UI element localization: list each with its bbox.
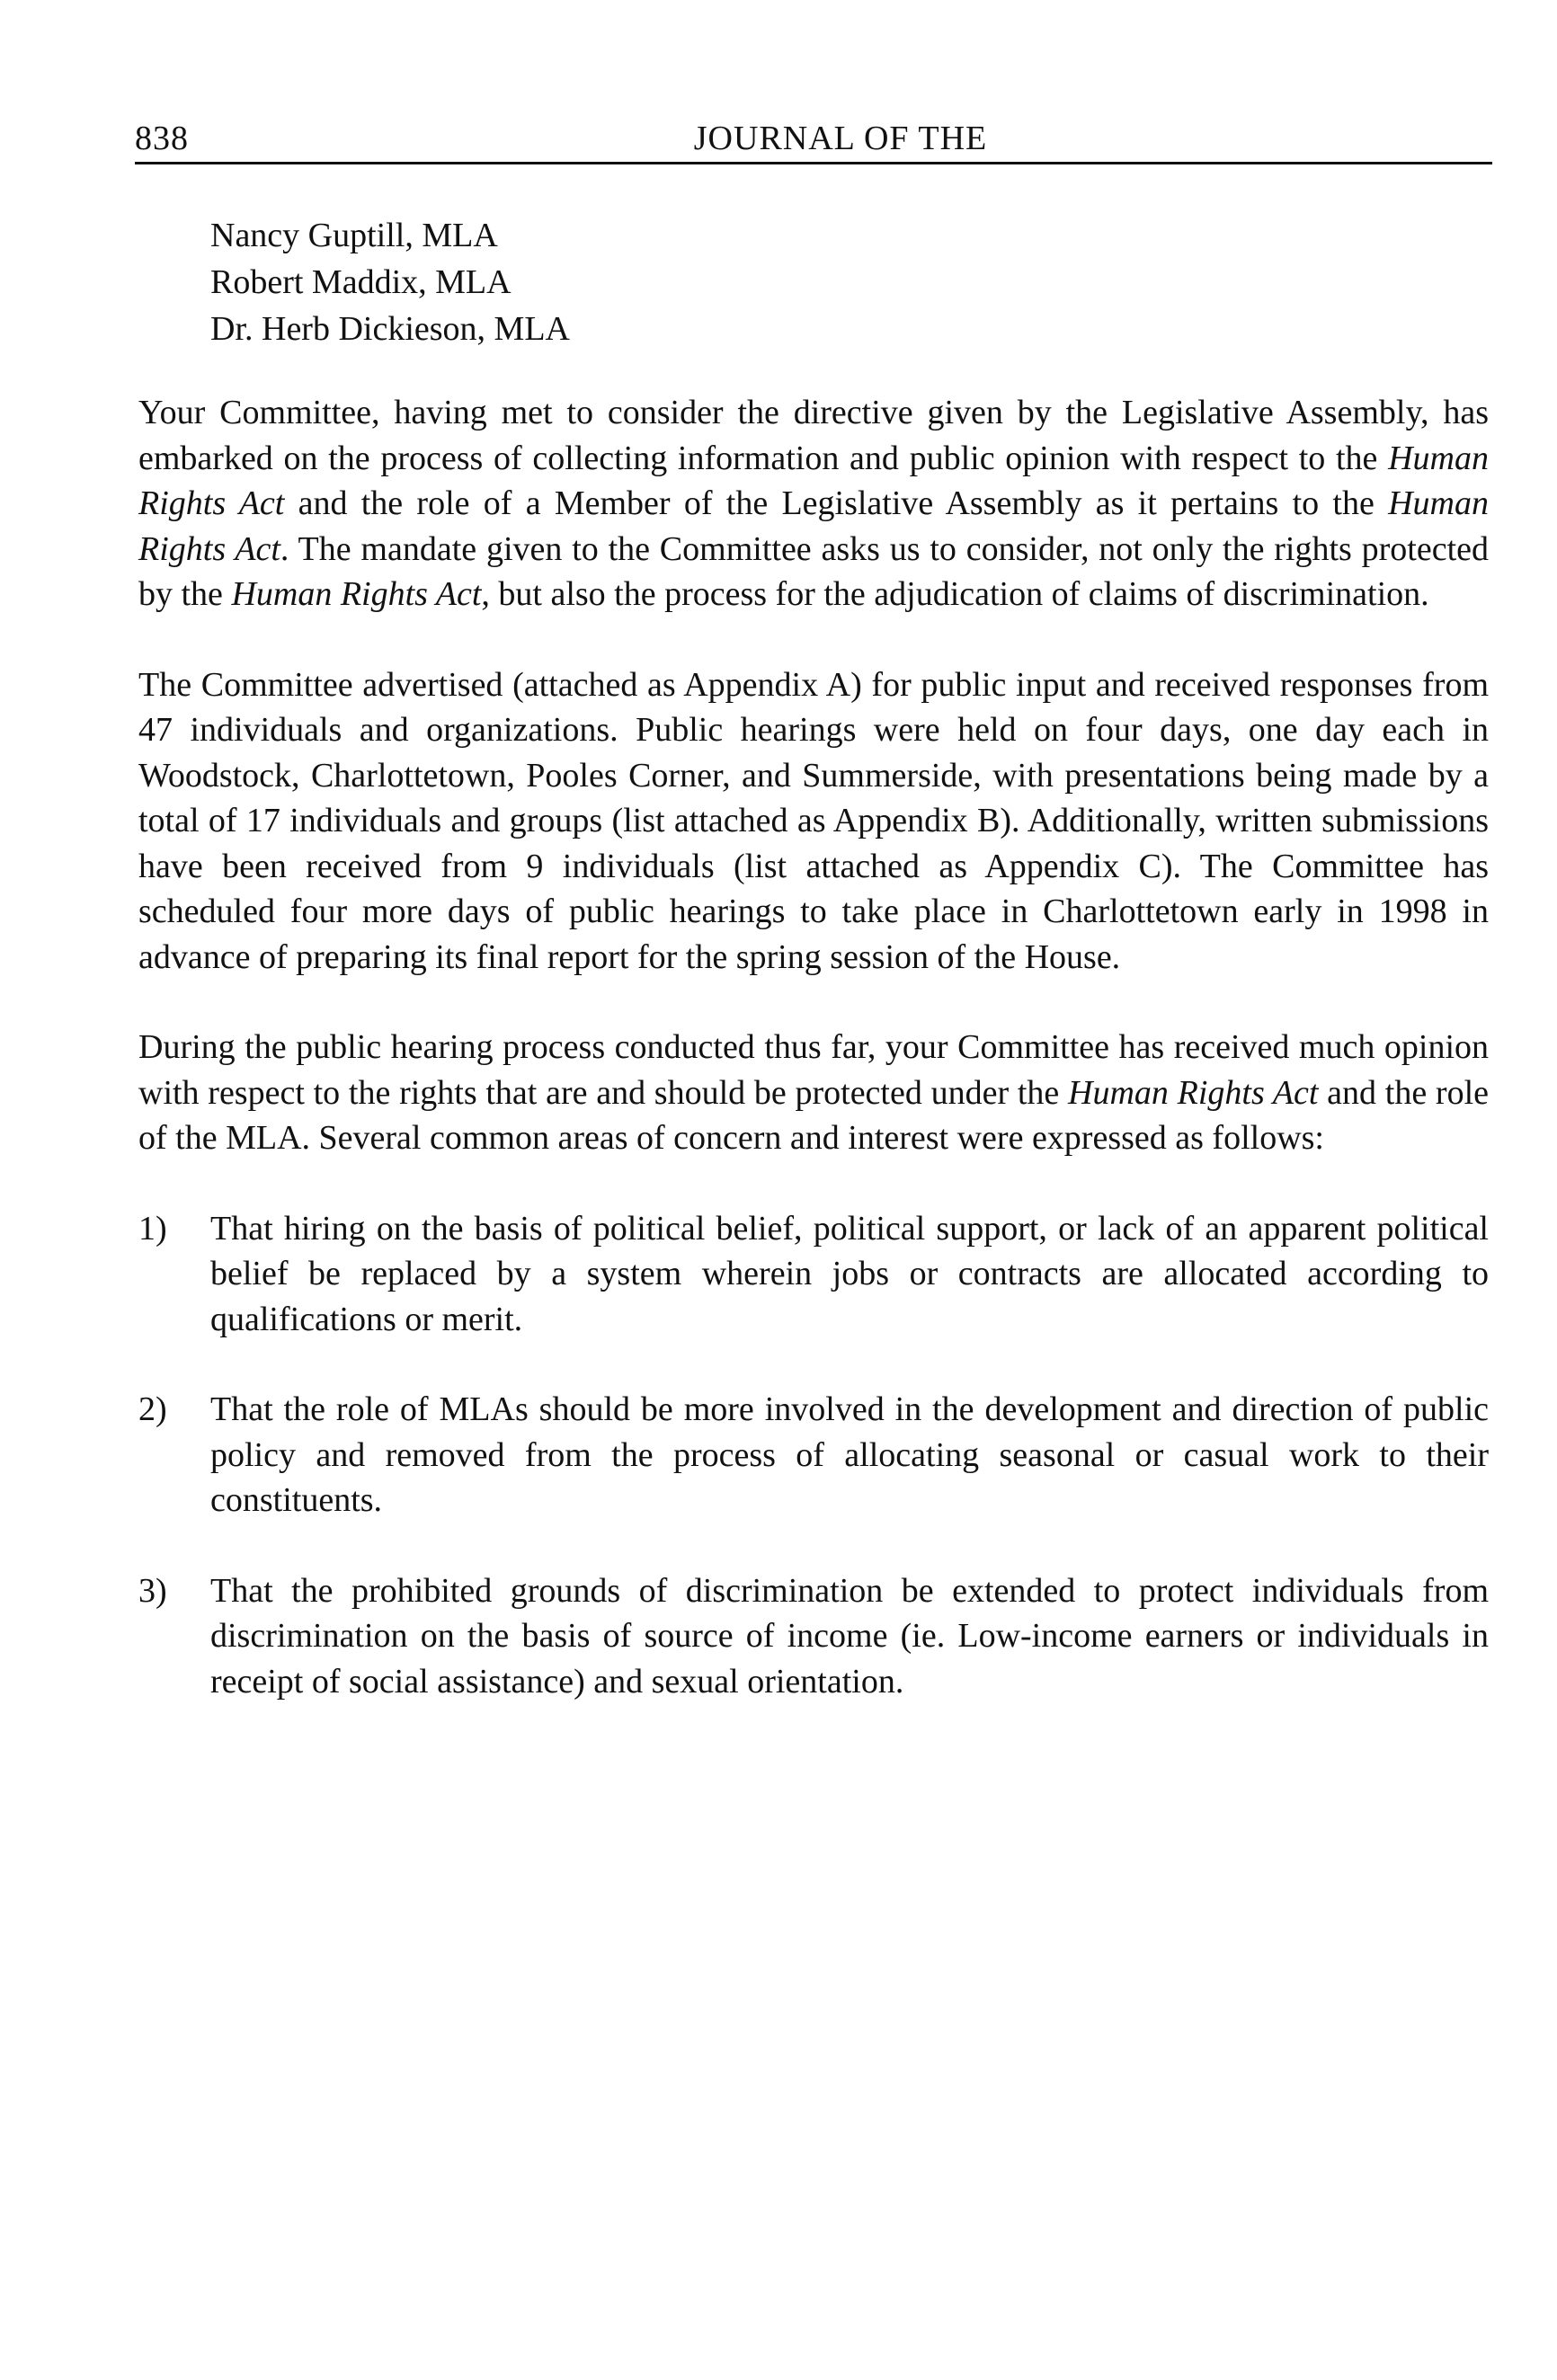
list-number: 3) [138, 1571, 167, 1610]
member-name: Dr. Herb Dickieson, MLA [210, 310, 570, 348]
act-title: Human Rights Act [1068, 1073, 1319, 1112]
list-text: That the prohibited grounds of discrimination be extended to protect individuals from discrimination on the basis of source of income (ie. Low-income earners or individuals in receipt of social assistance) and sexual orientation. [210, 1571, 1489, 1701]
list-number: 2) [138, 1390, 167, 1428]
paragraph-public-input: The Committee advertised (attached as Appendix A) for public input and received responses from 47 individuals and organizations. Public hearings were held on four days, one day each in Woodstock, Charlottetown, Pooles Corner, and Summerside, with presentations being made by a total of 17 individuals and groups (list attached as Appendix B). Additionally, written submissions have been received from 9 individuals (list attached as Appendix C). The Committee has scheduled four more days of public hearings to take place in Charlottetown early in 1998 in advance of preparing its final report for the spring session of the House. [138, 665, 1489, 976]
list-item [138, 1387, 1489, 1523]
text-run: . The mandate given to the Committee asks us to consider, not only the rights protected by the [138, 529, 1489, 613]
act-title: Human Rights Act [138, 484, 1489, 568]
paragraph-hearing-findings [138, 1025, 1489, 1161]
act-title: Human Rights Act [138, 439, 1489, 522]
text-run: During the public hearing process conducted thus far, your Committee has received much opinion with respect to the rights that are and should be protected under the [138, 1028, 1489, 1112]
committee-members-list [210, 212, 570, 352]
list-item [138, 1206, 1489, 1343]
act-title: Human Rights Act [231, 575, 482, 613]
text-run: and the role of the MLA. Several common areas of concern and interest were expressed as follows: [138, 1073, 1489, 1157]
list-number: 1) [138, 1209, 167, 1248]
list-text: That hiring on the basis of political belief, political support, or lack of an apparent political belief be replaced by a system wherein jobs or contracts are allocated according to qualifications or merit. [210, 1209, 1489, 1338]
list-item [138, 1568, 1489, 1705]
page-number: 838 [135, 120, 189, 157]
member-name: Nancy Guptill, MLA [210, 217, 498, 254]
list-text: That the role of MLAs should be more involved in the development and direction of public policy and removed from the process of allocating seasonal or casual work to their constituents. [210, 1390, 1489, 1519]
member-name: Robert Maddix, MLA [210, 263, 512, 301]
text-run: and the role of a Member of the Legislative Assembly as it pertains to the [284, 484, 1389, 522]
report-body [138, 390, 1489, 1749]
text-run: Your Committee, having met to consider the directive given by the Legislative Assembly, has embarked on the process of collecting information and public opinion with respect to the [138, 394, 1489, 477]
journal-title: JOURNAL OF THE [693, 120, 988, 157]
text-run: , but also the process for the adjudication of claims of discrimination. [481, 575, 1429, 613]
running-header [135, 115, 1492, 164]
paragraph-committee-process [138, 390, 1489, 617]
